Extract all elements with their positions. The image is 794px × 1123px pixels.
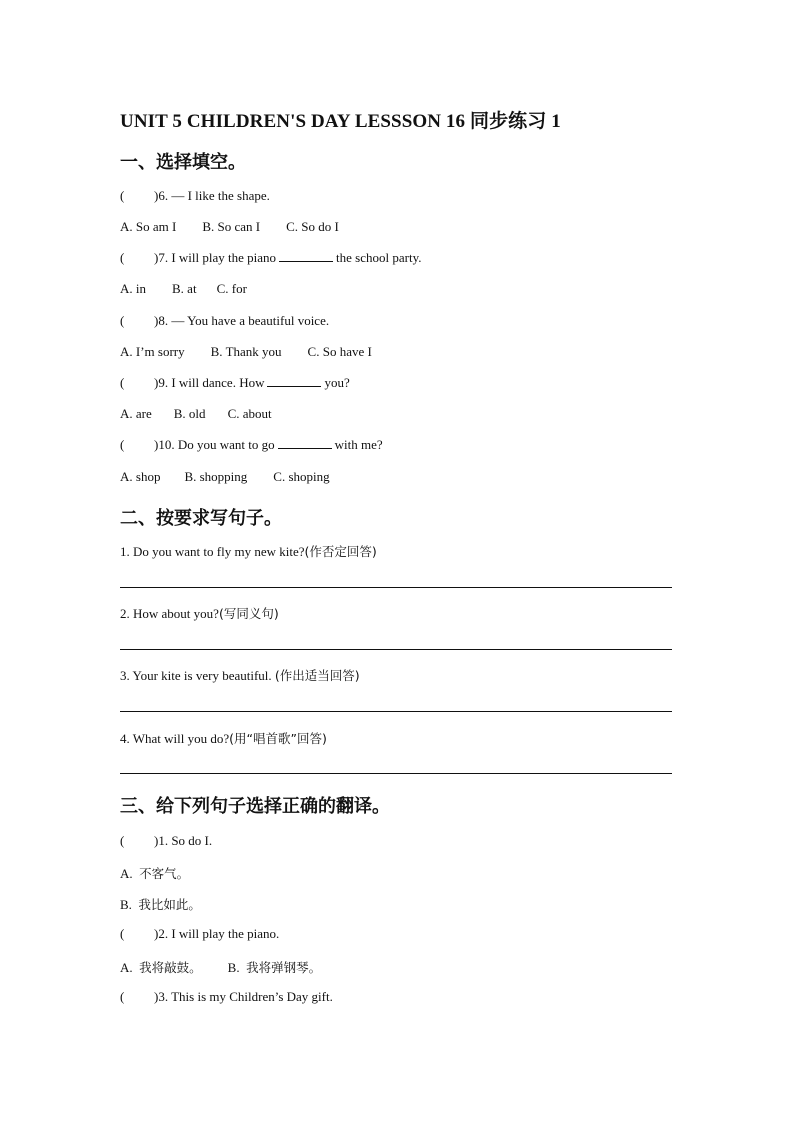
answer-line-3[interactable]	[120, 711, 672, 712]
translate-question-2-options	[120, 958, 321, 976]
answer-bracket[interactable]: (	[120, 250, 125, 265]
fill-blank[interactable]	[279, 250, 333, 262]
rewrite-item-4	[120, 729, 327, 747]
question-9-text: )9. I will dance. How	[154, 375, 265, 390]
translate-question-1-option-a	[120, 864, 189, 882]
translate-question-3	[120, 989, 333, 1005]
rewrite-item-4-text: 4. What will you do?	[120, 731, 230, 746]
question-7-options	[120, 281, 273, 297]
answer-bracket[interactable]: (	[120, 313, 125, 328]
rewrite-item-1	[120, 542, 377, 560]
question-9-text-end: you?	[324, 375, 350, 390]
question-9-options	[120, 406, 298, 422]
question-8-options	[120, 344, 398, 360]
option-a-text: 不客气。	[139, 866, 190, 881]
rewrite-item-3-instruction: (作出适当回答)	[274, 668, 360, 683]
question-8	[120, 313, 329, 329]
rewrite-item-3-text: 3. Your kite is very beautiful.	[120, 668, 275, 683]
question-7	[120, 250, 421, 266]
option-c: C. So do I	[286, 219, 339, 234]
rewrite-item-2-text: 2. How about you?	[120, 606, 219, 621]
fill-blank[interactable]	[267, 375, 321, 387]
question-6-text: )6. — I like the shape.	[154, 188, 270, 203]
option-a-label: A.	[120, 960, 133, 975]
answer-line-1[interactable]	[120, 587, 672, 588]
section-3-heading: 三、给下列句子选择正确的翻译。	[120, 796, 390, 817]
answer-line-2[interactable]	[120, 649, 672, 650]
option-c: C. shoping	[273, 469, 330, 484]
option-b: B. at	[172, 281, 197, 296]
question-6	[120, 188, 270, 204]
answer-bracket[interactable]: (	[120, 926, 125, 941]
option-c: C. for	[216, 281, 247, 296]
question-10-options	[120, 469, 356, 485]
option-a-text: 我将敲鼓。	[139, 960, 202, 975]
answer-line-4[interactable]	[120, 773, 672, 774]
translate-question-1	[120, 833, 212, 849]
section-2-heading: 二、按要求写句子。	[120, 508, 282, 529]
page-title: UNIT 5 CHILDREN'S DAY LESSSON 16 同步练习 1	[120, 111, 561, 132]
option-a: A. are	[120, 406, 152, 421]
section-1-heading: 一、选择填空。	[120, 152, 246, 173]
translate-question-3-text: )3. This is my Children’s Day gift.	[154, 989, 333, 1004]
option-c: C. about	[227, 406, 272, 421]
answer-bracket[interactable]: (	[120, 437, 125, 452]
answer-bracket[interactable]: (	[120, 833, 125, 848]
option-b-label: B.	[227, 960, 240, 975]
question-10	[120, 437, 383, 453]
question-9	[120, 375, 350, 391]
option-a: A. shop	[120, 469, 161, 484]
option-b: B. shopping	[184, 469, 248, 484]
option-a: A. So am I	[120, 219, 177, 234]
translate-question-2-text: )2. I will play the piano.	[154, 926, 280, 941]
option-b: B. So can I	[202, 219, 261, 234]
question-10-text-end: with me?	[334, 437, 383, 452]
translate-question-2	[120, 926, 279, 942]
rewrite-item-2-instruction: (写同义句)	[218, 606, 279, 621]
answer-bracket[interactable]: (	[120, 375, 125, 390]
option-a: A. in	[120, 281, 146, 296]
rewrite-item-1-text: 1. Do you want to fly my new kite?	[120, 544, 305, 559]
answer-bracket[interactable]: (	[120, 989, 125, 1004]
option-b-text: 我比如此。	[138, 897, 201, 912]
fill-blank[interactable]	[278, 437, 332, 449]
option-b: B. Thank you	[210, 344, 282, 359]
option-c: C. So have I	[307, 344, 372, 359]
question-8-text: )8. — You have a beautiful voice.	[154, 313, 330, 328]
option-b: B. old	[173, 406, 206, 421]
option-a: A. I’m sorry	[120, 344, 185, 359]
option-b-label: B.	[120, 897, 132, 912]
rewrite-item-2	[120, 604, 279, 622]
option-b-text: 我将弹钢琴。	[246, 960, 322, 975]
translate-question-1-option-b	[120, 895, 201, 913]
rewrite-item-3	[120, 666, 360, 684]
translate-question-1-text: )1. So do I.	[154, 833, 213, 848]
question-6-options	[120, 219, 365, 235]
option-a-label: A.	[120, 866, 133, 881]
rewrite-item-1-instruction: (作否定回答)	[304, 544, 377, 559]
question-7-text-end: the school party.	[336, 250, 422, 265]
question-10-text: )10. Do you want to go	[154, 437, 275, 452]
answer-bracket[interactable]: (	[120, 188, 125, 203]
question-7-text: )7. I will play the piano	[154, 250, 277, 265]
rewrite-item-4-instruction: (用“唱首歌”回答)	[229, 731, 327, 746]
